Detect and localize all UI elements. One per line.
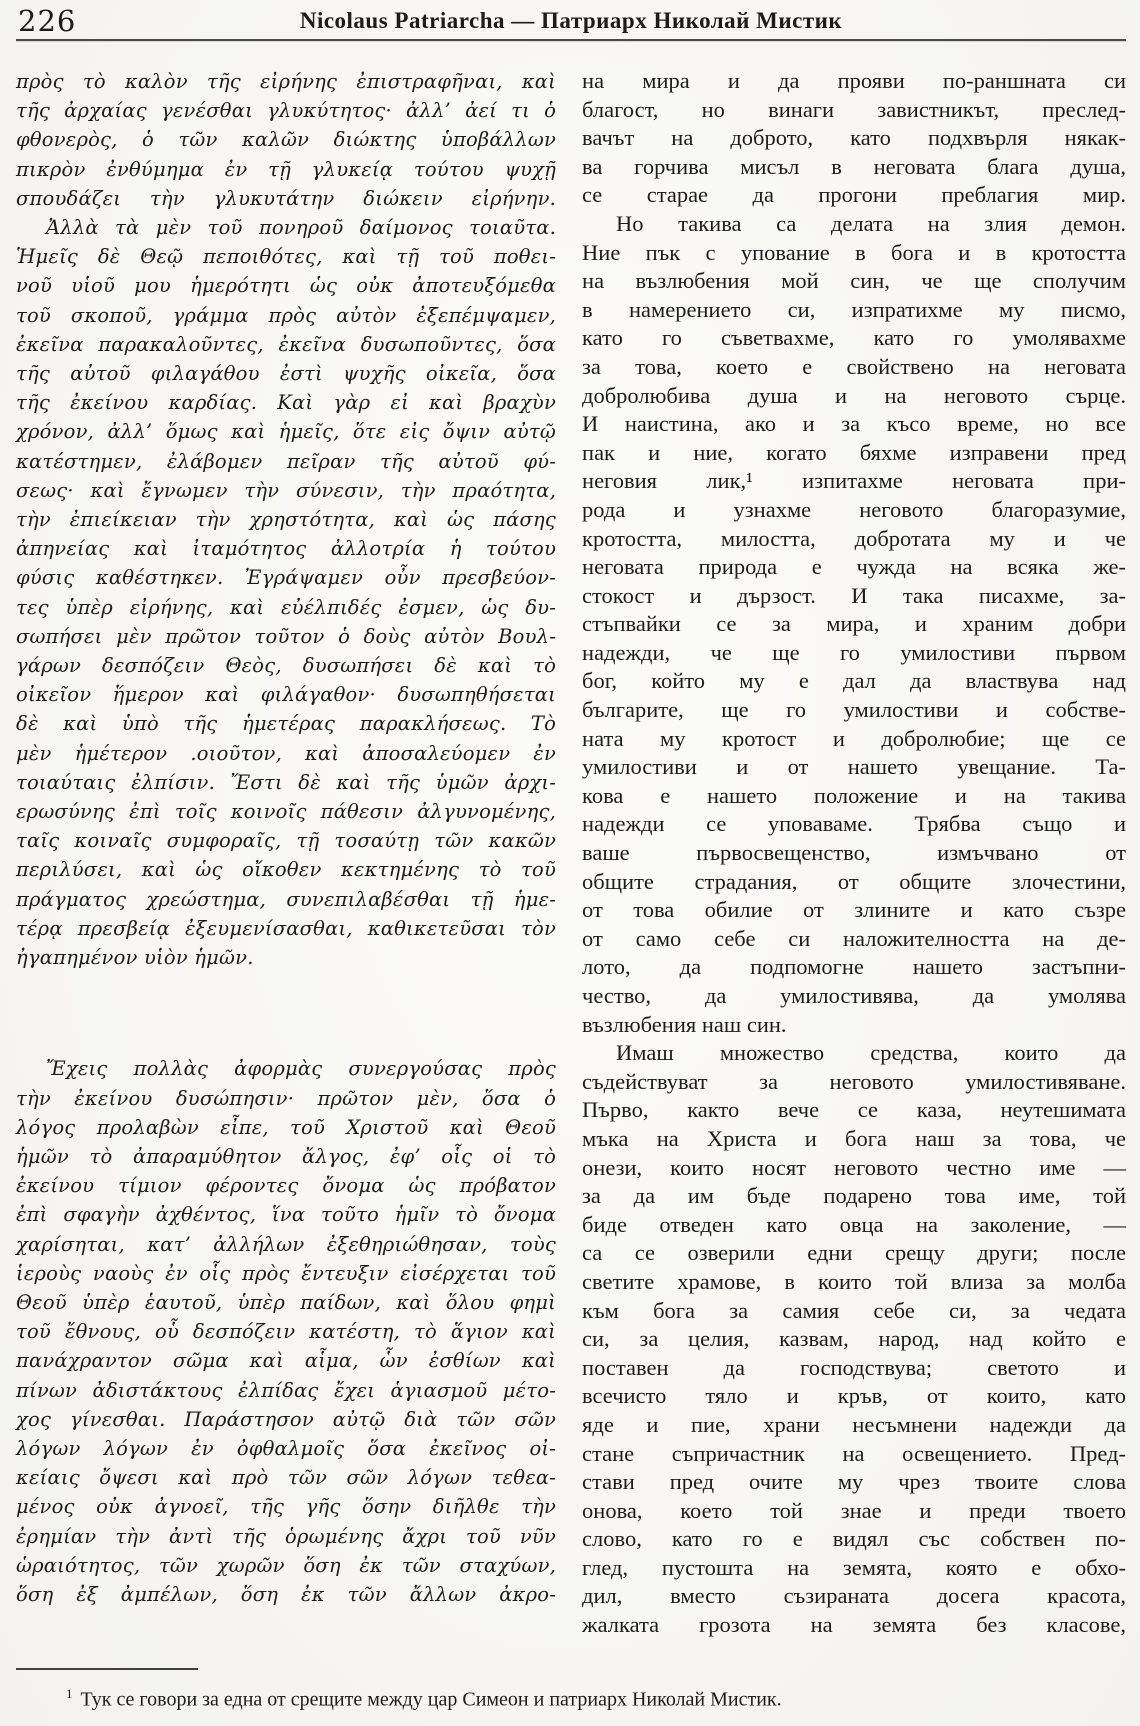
text-line: чество, да умилостивява, да умолява — [582, 983, 1126, 1008]
greek-paragraph — [16, 67, 556, 213]
text-line: към бога за самия себе си, за чедата — [582, 1297, 1126, 1323]
text-line: ὡραιότητος, τῶν χωρῶν ὅση ἐκ τῶν σταχύων, — [16, 1553, 557, 1577]
text-line: бог, който му е дал да властвува над — [582, 668, 1126, 694]
text-line: ἐπὶ σφαγὴν ἀχθέντος, ἵνα τοῦτο ἡμῖν τὸ ὄνομα — [16, 1203, 557, 1227]
text-line: τῆς ἐκείνου καρδίας. Καὶ γὰρ εἰ καὶ βραχὺν — [16, 391, 557, 415]
text-line: τέρᾳ πρεσβείᾳ ἐξευμενίσασθαι, καθικετεῦσαι τὸν — [16, 916, 557, 940]
text-line: общите страдания, от общите злочестини, — [582, 868, 1126, 894]
text-line: μὲν ἡμέτερον .οιοῦτον, καὶ ἀποσαλεύομεν ἐν — [16, 741, 557, 765]
bulgarian-paragraph — [582, 1039, 1126, 1639]
text-line: И наистина, ако и за късо време, но все — [582, 411, 1126, 437]
page-number: 226 — [18, 4, 77, 38]
text-line: от това обилие от злините и като съзре — [582, 897, 1126, 923]
text-line: τῆς ἀρχαίας γενέσθαι γλυκύτητος· ἀλλ’ ἀεί τι ὁ — [16, 99, 557, 123]
text-line: българите, ще го умилостиви и собстве- — [582, 697, 1126, 723]
text-line: кротостта, милостта, добротата му и че — [582, 525, 1126, 551]
text-line: Ἀλλὰ τὰ μὲν τοῦ πονηροῦ δαίμονος τοιαῦτα. — [46, 216, 557, 240]
text-line: πρὸς τὸ καλὸν τῆς εἰρήνης ἐπιστραφῆναι, καὶ — [16, 70, 557, 93]
text-line: добролюбива душа и на неговото сърце. — [582, 382, 1126, 408]
text-line: ἱεροὺς ναοὺς ἐν οἷς πρὸς ἔντευξιν εἰσέρχεται τοῦ — [16, 1261, 557, 1285]
text-line: онези, които носят неговото честно име — — [582, 1154, 1126, 1180]
text-line: λόγων λόγων ἐν ὀφθαλμοῖς ὅσα ἐκεῖνος οἰ- — [16, 1436, 557, 1460]
text-line: надежди се уповаваме. Трябва също и — [582, 811, 1126, 837]
bulgarian-translation-column — [582, 67, 1126, 1640]
text-line: ἐκείνου τίμιον φέροντες ὄνομα ὡς πρόβατον — [16, 1174, 557, 1198]
text-line: τοῦ σκοποῦ, γράμμα πρὸς αὐτὸν ἐξεπέμψαμεν, — [16, 303, 557, 327]
text-line: за да им бъде подарено това име, той — [582, 1183, 1126, 1209]
text-line: възлюбения наш син. — [582, 1011, 787, 1037]
text-line: σπουδάζει τὴν γλυκυτάτην διώκειν εἰρήνην. — [16, 186, 557, 210]
page-header — [16, 6, 1126, 36]
text-line: яде и пие, храни несъмнени надежди да — [582, 1411, 1126, 1437]
text-line: дил, вместо съзираната досега красота, — [582, 1583, 1126, 1609]
text-line: Но такива са делата на злия демон. — [616, 210, 1126, 236]
text-line: лото, да подпомогне нашето застъпни- — [582, 954, 1126, 980]
text-line: σωπήσει μὲν πρῶτον τοῦτον ὁ δοὺς αὐτὸν Βουλ- — [16, 624, 557, 648]
text-line: на мира и да прояви по-раншната си — [582, 68, 1126, 93]
text-line: глед, пустошта на земята, която е обхо- — [582, 1554, 1126, 1580]
text-line: жалката грозота на земята без класове, — [582, 1612, 1126, 1638]
text-line: τοιαύταις ἐλπίσιν. Ἔστι δὲ καὶ τῆς ὑμῶν ἀρχι- — [16, 770, 557, 794]
text-line: съдействуват за неговото умилостивяване. — [582, 1068, 1126, 1094]
text-line: ва горчива мисъл в неговата блага душа, — [582, 153, 1126, 179]
greek-text-column — [16, 67, 556, 1609]
text-line: ната му кротост и добролюбие; ще се — [582, 725, 1126, 751]
text-line: τοῦ ἔθνους, οὗ δεσπόζειν κατέστη, τὸ ἅγιον καὶ — [16, 1320, 557, 1344]
text-line: кова е нашето положение и на такива — [582, 782, 1126, 808]
text-line: τες ὑπὲρ εἰρήνης, καὶ εὐέλπιδές ἐσμεν, ὡς δυ- — [16, 595, 557, 619]
text-line: Първо, както вече се каза, неутешимата — [582, 1097, 1126, 1123]
text-line: πικρὸν ἐνθύμημα ἐν τῇ γλυκείᾳ τούτου ψυχῇ — [16, 157, 557, 181]
greek-paragraph — [16, 1054, 556, 1609]
text-line: поставен да господствува; светото и — [582, 1354, 1126, 1380]
text-line: δὲ καὶ ὑπὸ τῆς ἡμετέρας παρακλήσεως. Τὸ — [16, 712, 557, 736]
text-line: πίνων ἀδιστάκτους ἐλπίδας ἔχει ἁγιασμοῦ μέτο- — [16, 1378, 557, 1402]
text-line: πανάχραντον σῶμα καὶ αἷμα, ὧν ἐσθίων καὶ — [16, 1349, 557, 1373]
text-line: Θεοῦ ὑπὲρ ἑαυτοῦ, ὑπὲρ παίδων, καὶ ὅλου φημὶ — [16, 1290, 557, 1314]
text-line: пак и ние, когато бяхме изправени пред — [582, 439, 1126, 465]
text-line: биде отведен като овца на заколение, — — [582, 1211, 1126, 1237]
text-line: κείαις ὄψεσι καὶ πρὸ τῶν σῶν λόγων τεθεα- — [16, 1466, 557, 1490]
text-line: τὴν ἐκείνου δυσώπησιν· πρῶτον μὲν, ὅσα ὁ — [16, 1086, 557, 1110]
text-line: λόγος προλαβὼν εἶπε, τοῦ Χριστοῦ καὶ Θεοῦ — [16, 1115, 557, 1139]
text-line: ταῖς κοιναῖς συμφοραῖς, τῇ τοσαύτῃ τῶν κακῶν — [16, 829, 557, 853]
text-line: стокост и дързост. И така писахме, за- — [582, 582, 1126, 608]
text-columns — [16, 67, 1126, 1640]
bulgarian-paragraph — [582, 67, 1126, 210]
text-line: всечисто тяло и кръв, от които, като — [582, 1383, 1126, 1409]
text-line: неговата природа е чужда на всяка же- — [582, 554, 1126, 580]
text-line: стане съпричастник на освещението. Пред- — [582, 1440, 1126, 1466]
footnote-marker: 1 — [66, 1686, 73, 1701]
text-line: са се озверили едни срещу други; после — [582, 1240, 1126, 1266]
header-rule — [16, 39, 1126, 41]
text-line: рода и узнахме неговото благоразумие, — [582, 496, 1126, 522]
text-line: Ние пък с упование в бога и в кротостта — [582, 239, 1126, 265]
text-line: от само себе си наложителността на де- — [582, 925, 1126, 951]
text-line: онова, което той знае и преди твоето — [582, 1497, 1126, 1523]
footnote-text: Тук се говори за една от срещите между цар Симеон и патриарх Николай Мистик. — [80, 1688, 782, 1711]
text-line: χος γίνεσθαι. Παράστησον αὐτῷ διὰ τῶν σῶν — [16, 1407, 557, 1431]
text-line: като го съветвахме, като го умолявахме — [582, 325, 1126, 351]
text-line: стъпвайки се за мира, и храним добри — [582, 611, 1126, 637]
text-line: ερωσύνης ἐπὶ τοῖς κοινοῖς πάθεσιν ἀλγυνομένης, — [16, 800, 557, 824]
text-line: ἐρημίαν τὴν ἀντὶ τῆς ὁρωμένης ἄχρι τοῦ νῦν — [16, 1524, 557, 1548]
text-line: κατέστημεν, ἐλάβομεν πεῖραν τῆς αὐτοῦ φύ- — [16, 449, 557, 473]
text-line: на възлюбения мой син, че ще сполучим — [582, 268, 1126, 294]
text-line: οἰκεῖον ἥμερον καὶ φιλάγαθον· δυσωπηθήσεται — [16, 683, 557, 707]
text-line: φθονερὸς, ὁ τῶν καλῶν διώκτης ὑποβάλλων — [16, 128, 557, 152]
text-line: за това, което е свойствено на неговата — [582, 353, 1126, 379]
text-line: Ἡμεῖς δὲ Θεῷ πεποιθότες, καὶ τῇ τοῦ ποθει- — [16, 245, 557, 269]
text-line: слово, като го е видял със собствен по- — [582, 1526, 1126, 1552]
text-line: в намерението си, изпратихме му писмо, — [582, 296, 1126, 322]
text-line: Имаш множество средства, които да — [616, 1040, 1126, 1066]
text-line: τὴν ἐπιείκειαν τὴν χρηστότητα, καὶ ὡς πάσης — [16, 508, 557, 532]
footnote-block — [16, 1668, 1126, 1712]
text-line: μένος οὐκ ἀγνοεῖ, τῆς γῆς ὅσην διῆλθε τὴν — [16, 1495, 557, 1519]
text-line: σεως· καὶ ἔγνωμεν τὴν σύνεσιν, τὴν πραότητα, — [16, 478, 557, 502]
text-line: надежди, че ще го умилостиви първом — [582, 639, 1126, 665]
text-line: γάρων δεσπόζειν Θεὸς, δυσωπήσει δὲ καὶ τὸ — [16, 654, 557, 678]
text-line: χαρίσηται, κατ’ ἀλλήλων ἐξεθηριώθησαν, τοὺς — [16, 1232, 557, 1256]
text-line: νοῦ υἱοῦ μου ἡμερότητι ὡς οὐκ ἀποτευξόμεθα — [16, 274, 557, 298]
text-line: неговия лик,¹ изпитахме неговата при- — [582, 468, 1126, 494]
text-line: χρόνον, ἀλλ’ ὅμως καὶ ἡμεῖς, ὅτε εἰς ὄψιν αὐτῷ — [16, 420, 557, 444]
text-line: ἐκεῖνα παρακαλοῦντες, ἐκεῖνα δυσωποῦντες, ὅσα — [16, 332, 557, 356]
text-line: си, за целия, казвам, народ, над който е — [582, 1326, 1126, 1352]
greek-paragraph — [16, 213, 556, 972]
text-line: се старае да прогони преблагия мир. — [582, 182, 1126, 208]
running-title: Nicolaus Patriarcha — Патриарх Николай Мистик — [299, 8, 843, 33]
footnote-separator-rule — [16, 1668, 198, 1670]
text-line: светите храмове, в които той влиза за молба — [582, 1268, 1126, 1294]
text-line: πράγματος χρεώστημα, συνεπιλαβέσθαι τῇ ἡμε- — [16, 887, 557, 911]
text-line: стави пред очите му чрез твоите слова — [582, 1469, 1126, 1495]
text-line: ἠγαπημένον υἱὸν ἡμῶν. — [16, 946, 254, 970]
bulgarian-paragraph — [582, 210, 1126, 1039]
text-line: ἡμῶν τὸ ἀπαραμύθητον ἄλγος, ἐφ’ οἷς οἱ τὸ — [16, 1144, 557, 1168]
text-line: ваше първосвещенство, измъчвано от — [582, 840, 1126, 866]
text-line: ἀπηνείας καὶ ἰταμότητος ἀλλοτρία ἡ τούτου — [16, 537, 557, 561]
text-line: умилостиви и от нашето увещание. Та- — [582, 754, 1126, 780]
text-line: вачът на доброто, като подхвърля някак- — [582, 125, 1126, 151]
text-line: φύσις καθέστηκεν. Ἐγράψαμεν οὖν πρεσβεύον- — [16, 566, 557, 590]
text-line: τῆς αὐτοῦ φιλαγάθου ἐστὶ ψυχῆς οἰκεῖα, ὅσα — [16, 362, 557, 386]
text-line: благост, но винаги завистникът, преслед- — [582, 96, 1126, 122]
footnote — [16, 1682, 1126, 1712]
text-line: περιλύσει, καὶ ὡς οἴκοθεν κεκτημένης τὸ τοῦ — [16, 858, 557, 882]
text-line: мъка на Христа и бога наш за това, че — [582, 1125, 1126, 1151]
text-line: ὅση ἐξ ἀμπέλων, ὅση ἐκ τῶν ἄλλων ἀκρο- — [16, 1582, 557, 1606]
text-line: Ἔχεις πολλὰς ἀφορμὰς συνεργούσας πρὸς — [46, 1057, 557, 1081]
